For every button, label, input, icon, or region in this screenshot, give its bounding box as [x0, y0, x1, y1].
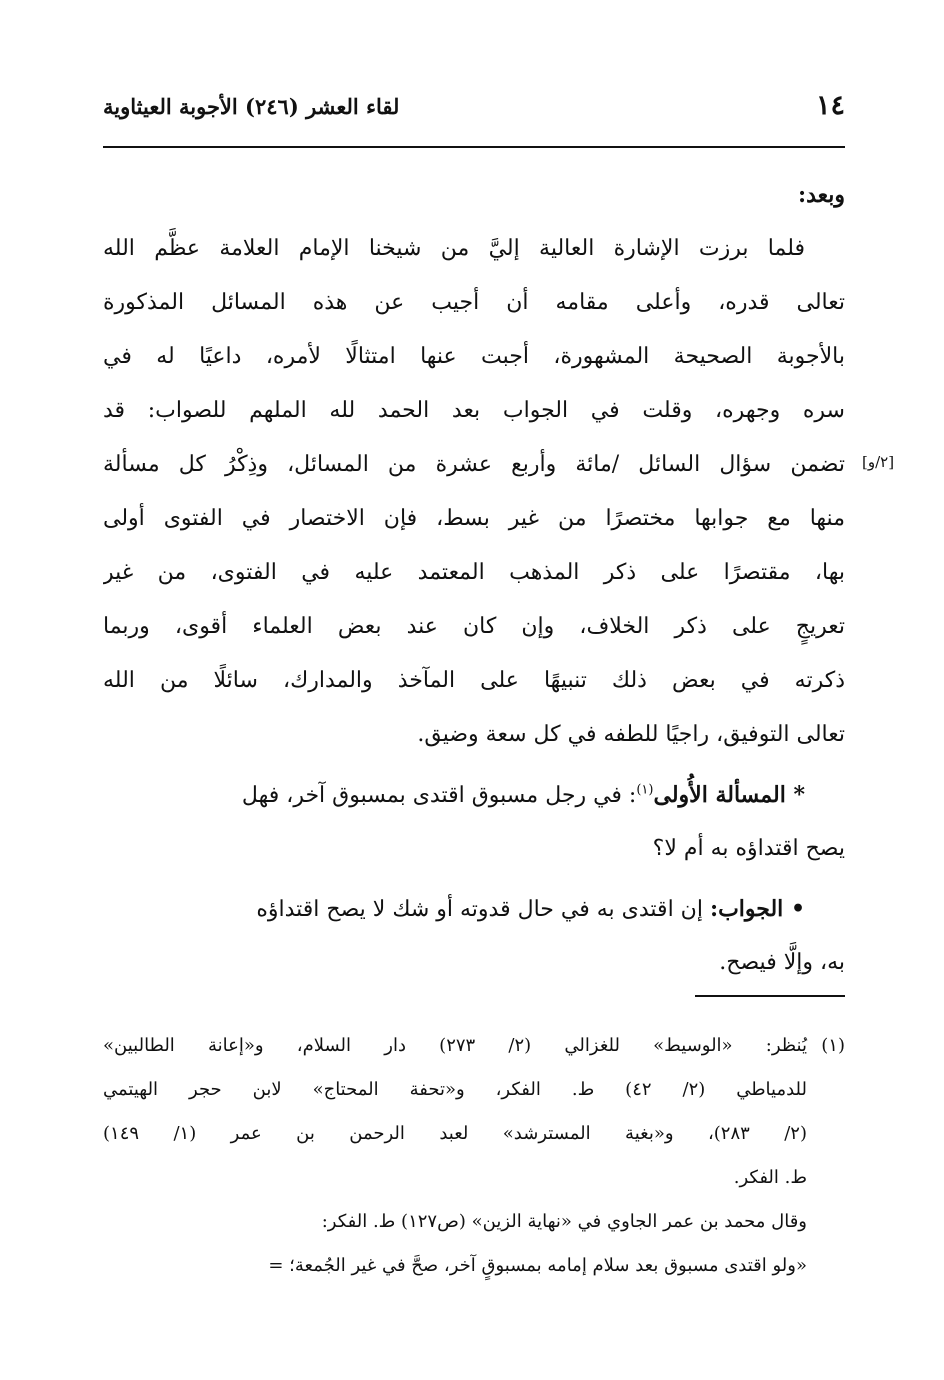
footnote-marker[interactable]: (١) [636, 782, 654, 798]
footnote-line [103, 1024, 845, 1068]
intro-paragraph [103, 222, 845, 762]
answer-text: إن اقتدى به في حال قدوته أو شك لا يصح اقتداؤه [256, 897, 710, 922]
running-title: لقاء العشر (٢٤٦) الأجوبة العيثاوية [103, 94, 400, 119]
page-number: ١٤ [815, 90, 845, 121]
question-text: : في رجل مسبوق اقتدى بمسبوق آخر، فهل [241, 783, 637, 808]
margin-folio-reference: [٢/و] [862, 453, 895, 471]
paragraph-line: تعالى قدره، وأعلى مقامه أن أجيب عن هذه المسائل المذكورة [103, 290, 845, 315]
paragraph-line: تضمن سؤال السائل /مائة وأربع عشرة من المسائل، وذِكْرُ كل مسألة [103, 452, 845, 477]
footnote-line: وقال محمد بن عمر الجاوي في «نهاية الزين» (ص١٢٧) ط. الفكر: [321, 1211, 807, 1232]
paragraph-line: منها مع جوابها مختصرًا من غير بسط، فإن الاختصار في الفتوى أولى [103, 506, 845, 531]
paragraph-line: بالأجوبة الصحيحة المشهورة، أجبت عنها امتثالًا لأمره، داعيًا له في [103, 344, 845, 369]
footnotes [103, 1024, 845, 1288]
footnote-number: (١) [821, 1035, 845, 1056]
footnote-line: «ولو اقتدى مسبوق بعد سلام إمامه بمسبوقٍ آخر، صحَّ في غير الجُمعة؛ = [268, 1255, 807, 1276]
header-rule [103, 146, 845, 148]
footnote-line: ط. الفكر. [733, 1167, 807, 1188]
paragraph-line: تعريجٍ على ذكر الخلاف، وإن كان عند بعض العلماء أقوى، وربما [103, 614, 845, 639]
page-header [103, 86, 845, 134]
footnote-text: يُنظر: «الوسيط» للغزالي (٢/ ٢٧٣) دار السلام، و«إعانة الطالبين» [103, 1035, 807, 1056]
footnote-line: للدمياطي (٢/ ٤٢) ط. الفكر، و«تحفة المحتاج» لابن حجر الهيتمي [103, 1079, 808, 1100]
question-block [103, 768, 845, 876]
question-line [103, 768, 845, 822]
answer-line: به، وإلَّا فيصح. [719, 950, 845, 975]
paragraph-line: تعالى التوفيق، راجيًا للطفه في كل سعة وضيق. [417, 722, 845, 747]
answer-block [103, 882, 845, 990]
question-line: يصح اقتداؤه به أم لا؟ [652, 836, 845, 861]
answer-line [103, 882, 845, 936]
paragraph-line: ذكرته في بعض ذلك تنبيهًا على المآخذ والمدارك، سائلًا من الله [103, 668, 845, 693]
footnote-line: (٢/ ٢٨٣)، و«بغية المسترشد» لعبد الرحمن بن عمر (١/ ١٤٩) [103, 1123, 807, 1144]
paragraph-line: فلما برزت الإشارة العالية إليَّ من شيخنا الإمام العلامة عظَّم الله [103, 236, 805, 261]
answer-heading: • الجواب: [709, 896, 805, 922]
question-heading: * المسألة الأُولى [653, 782, 805, 808]
footnote-rule [695, 995, 845, 997]
paragraph-line: بها، مقتصرًا على ذكر المذهب المعتمد عليه في الفتوى، من غير [103, 560, 845, 585]
opening-heading: وبعد: [797, 182, 845, 208]
main-text [103, 168, 845, 990]
paragraph-line: سره وجهره، وقلت في الجواب بعد الحمد لله الملهم للصواب: قد [103, 398, 845, 423]
